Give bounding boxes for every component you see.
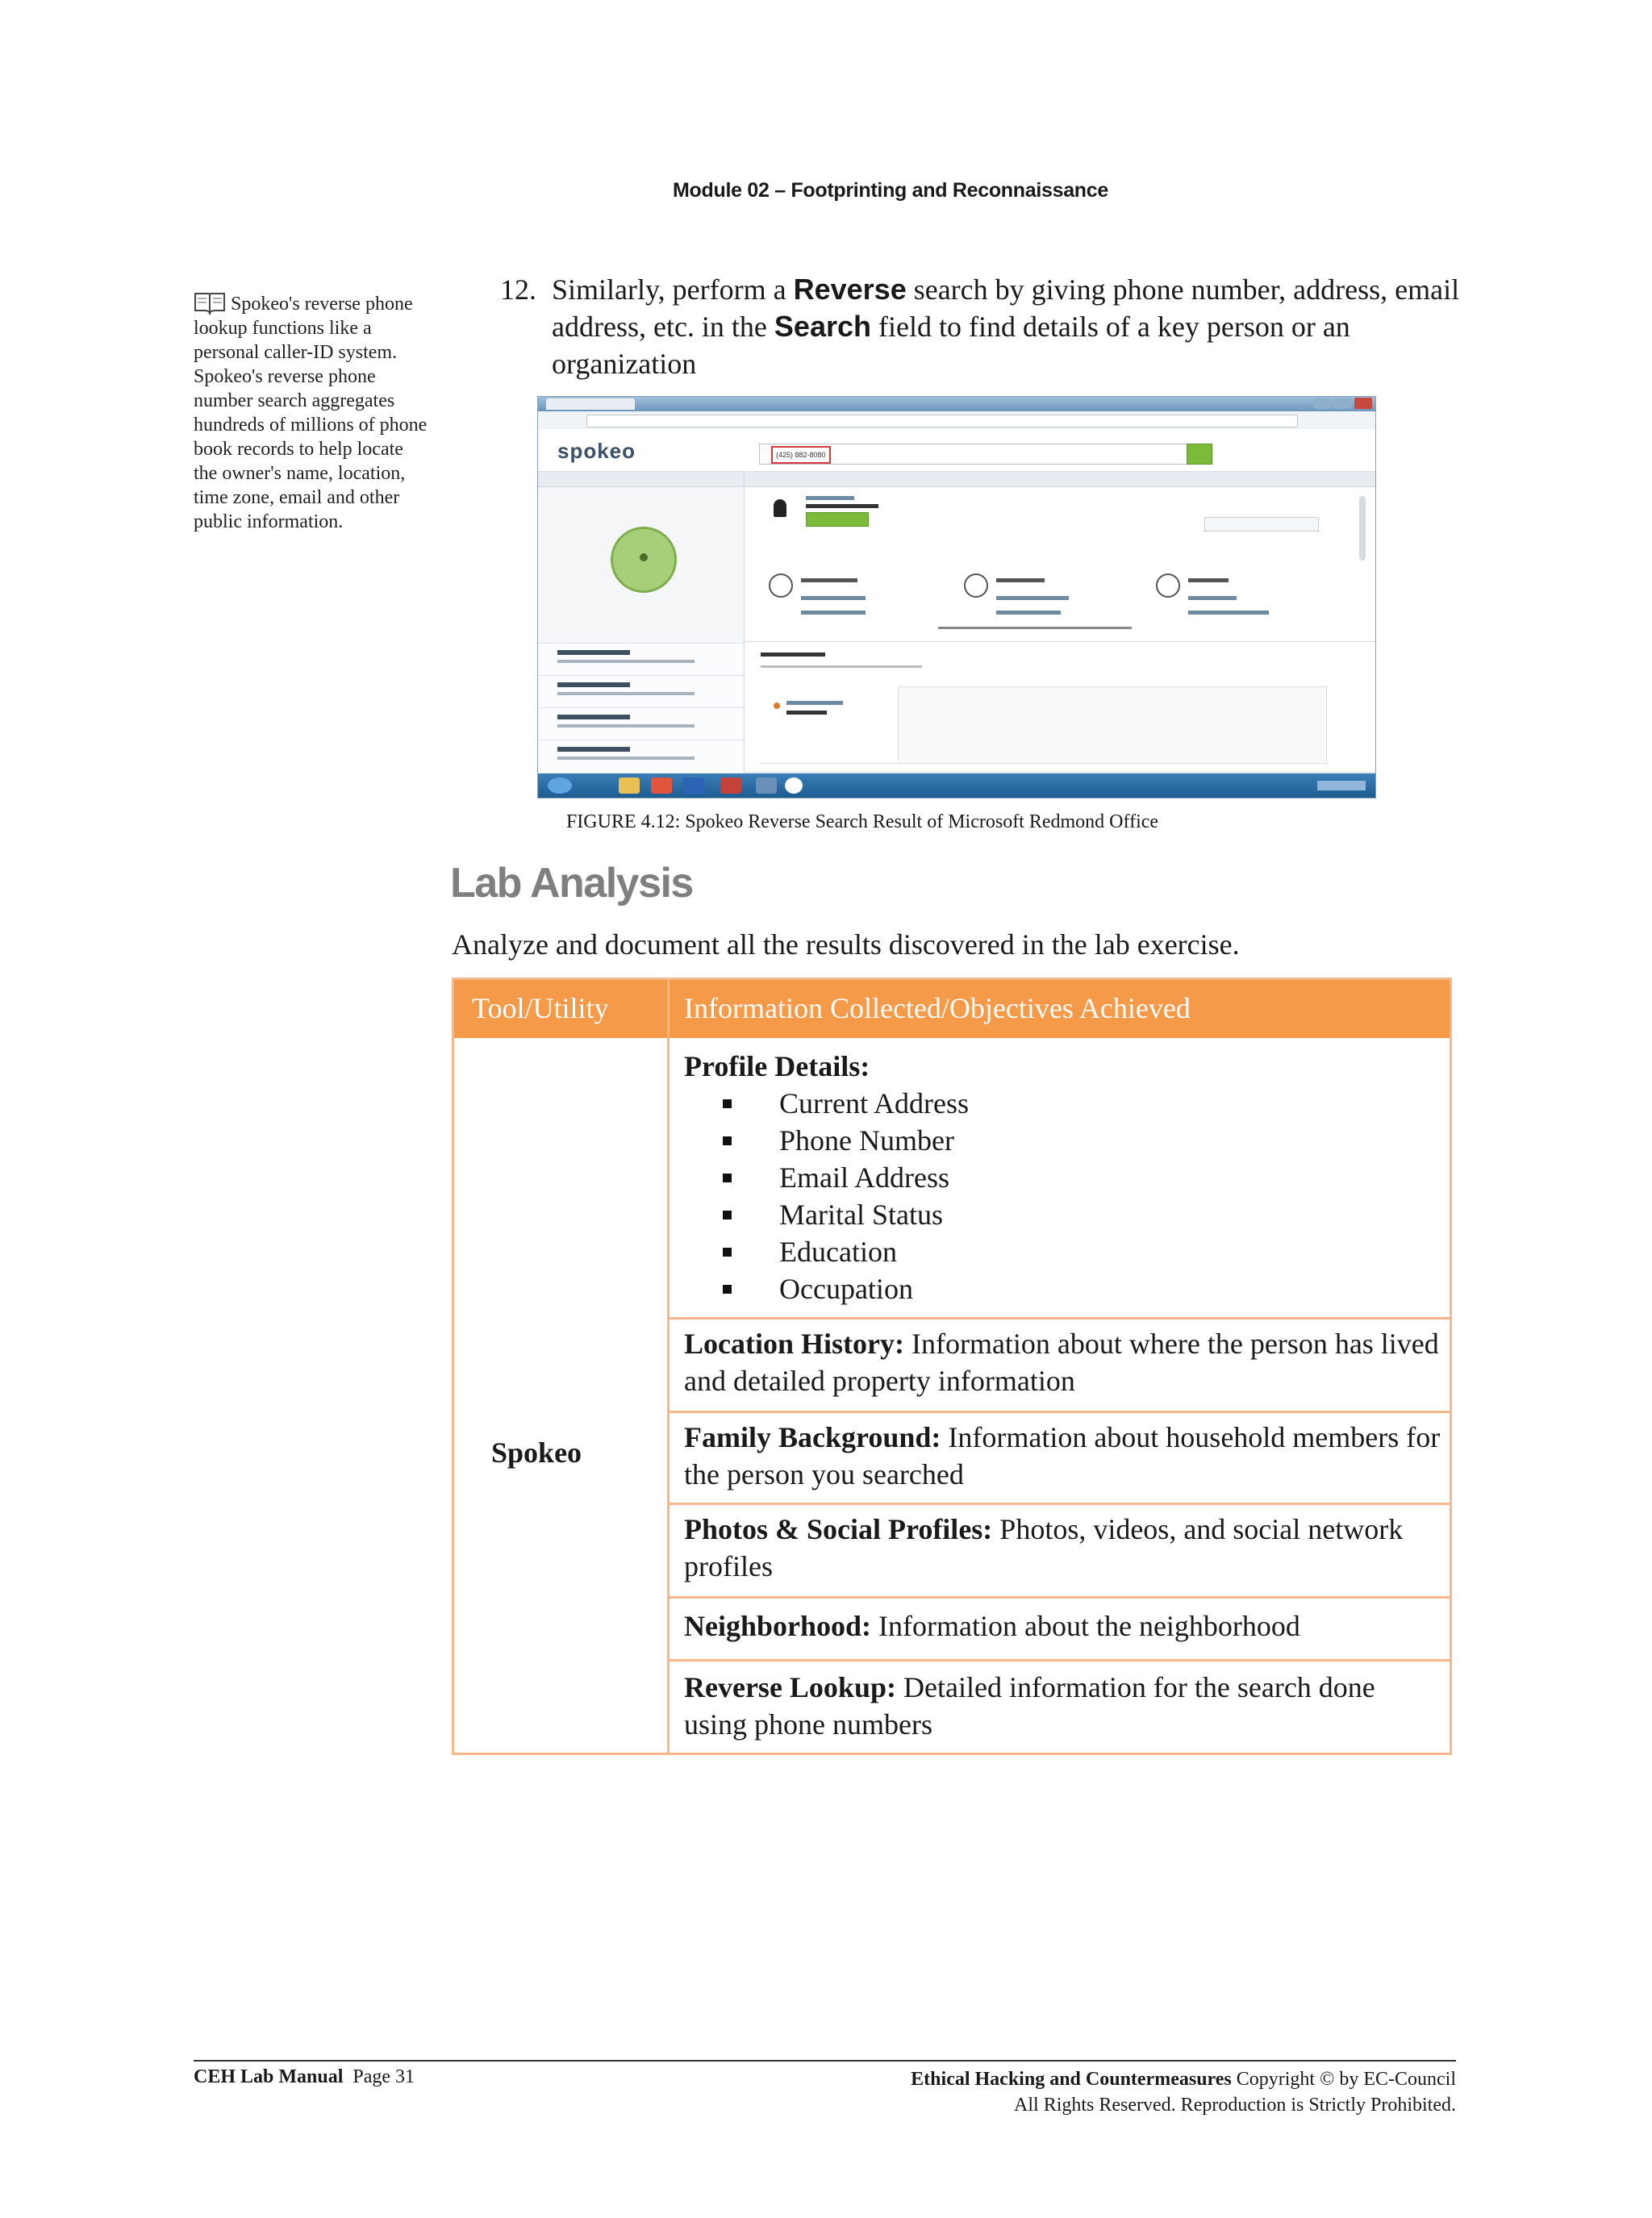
- tool-cell: [454, 1038, 667, 1753]
- table-row: Family Background: Information about household members for the person you searched: [684, 1421, 1441, 1490]
- search-value: (425) 882-8080: [771, 446, 831, 464]
- list-item: Education: [684, 1233, 1442, 1270]
- list-item: Email Address: [684, 1159, 1442, 1196]
- footer-copyright: Copyright © by EC-Council: [1231, 2069, 1456, 2090]
- header-info: Information Collected/Objectives Achieved: [684, 992, 1191, 1024]
- list-item: Marital Status: [684, 1196, 1442, 1233]
- profile-details-label: Profile Details:: [684, 1050, 870, 1082]
- keyword-reverse: Reverse: [793, 273, 907, 306]
- spokeo-logo: spokeo: [557, 439, 636, 463]
- footer-rule: [194, 2060, 1456, 2062]
- footer-course: Ethical Hacking and Countermeasures: [911, 2069, 1232, 2090]
- module-header: Module 02 – Footprinting and Reconnaissance: [673, 179, 1108, 202]
- list-item: Current Address: [684, 1085, 1442, 1122]
- step-12: [500, 271, 1468, 382]
- footer-right: [911, 2066, 1456, 2118]
- step-number: 12.: [500, 273, 536, 306]
- list-item: Occupation: [684, 1270, 1442, 1307]
- table-row: Photos & Social Profiles: Photos, videos, and social network profiles: [684, 1513, 1404, 1582]
- header-tool: Tool/Utility: [472, 992, 609, 1024]
- footer-page: Page 31: [353, 2066, 415, 2087]
- book-icon: [194, 290, 226, 315]
- map-location-marker: [611, 527, 677, 593]
- figure-screenshot: [537, 396, 1376, 798]
- table-header-row: [454, 980, 1450, 1038]
- table-row: Reverse Lookup: Detailed information for the search done using phone numbers: [684, 1671, 1375, 1741]
- keyword-search: Search: [774, 310, 871, 343]
- list-item: Phone Number: [684, 1122, 1442, 1159]
- spokeo-left-panel: [538, 472, 745, 772]
- footer-rights: All Rights Reserved. Reproduction is Strictly Prohibited.: [1014, 2095, 1456, 2116]
- spokeo-results-panel: [745, 472, 1375, 772]
- tool-name: Spokeo: [491, 1436, 582, 1469]
- section-title: Lab Analysis: [450, 860, 693, 907]
- browser-titlebar: [538, 397, 1375, 411]
- sidebar-note: [194, 290, 428, 534]
- sidebar-note-text: Spokeo's reverse phone lookup functions like a personal caller-ID system. Spokeo's reverse phone number search aggregates hundreds of millions of phone book records to help locate the owner's name, location, time zone, email and other public information.: [194, 294, 428, 532]
- table-row: Neighborhood: Information about the neighborhood: [684, 1610, 1300, 1642]
- windows-taskbar: [538, 773, 1375, 798]
- spokeo-header: [538, 429, 1375, 472]
- footer-manual: CEH Lab Manual: [194, 2066, 344, 2087]
- profile-details-cell: [684, 1048, 1442, 1307]
- profile-details-list: [684, 1085, 1442, 1307]
- section-intro: Analyze and document all the results discovered in the lab exercise.: [452, 928, 1240, 961]
- search-icon: [1187, 444, 1212, 465]
- get-full-results-button: [806, 512, 869, 527]
- analysis-table: [452, 978, 1452, 1755]
- step-text: Similarly, perform a Reverse search by giving phone number, address, email address, etc. in the Search field to find details of a key person or an organization: [552, 273, 1460, 380]
- spokeo-search-input: [759, 444, 1212, 465]
- browser-address-bar: [538, 411, 1375, 430]
- table-row: Location History: Information about where the person has lived and detailed property information: [684, 1328, 1439, 1397]
- footer-left: [194, 2066, 415, 2088]
- figure-caption: FIGURE 4.12: Spokeo Reverse Search Result of Microsoft Redmond Office: [565, 811, 1159, 832]
